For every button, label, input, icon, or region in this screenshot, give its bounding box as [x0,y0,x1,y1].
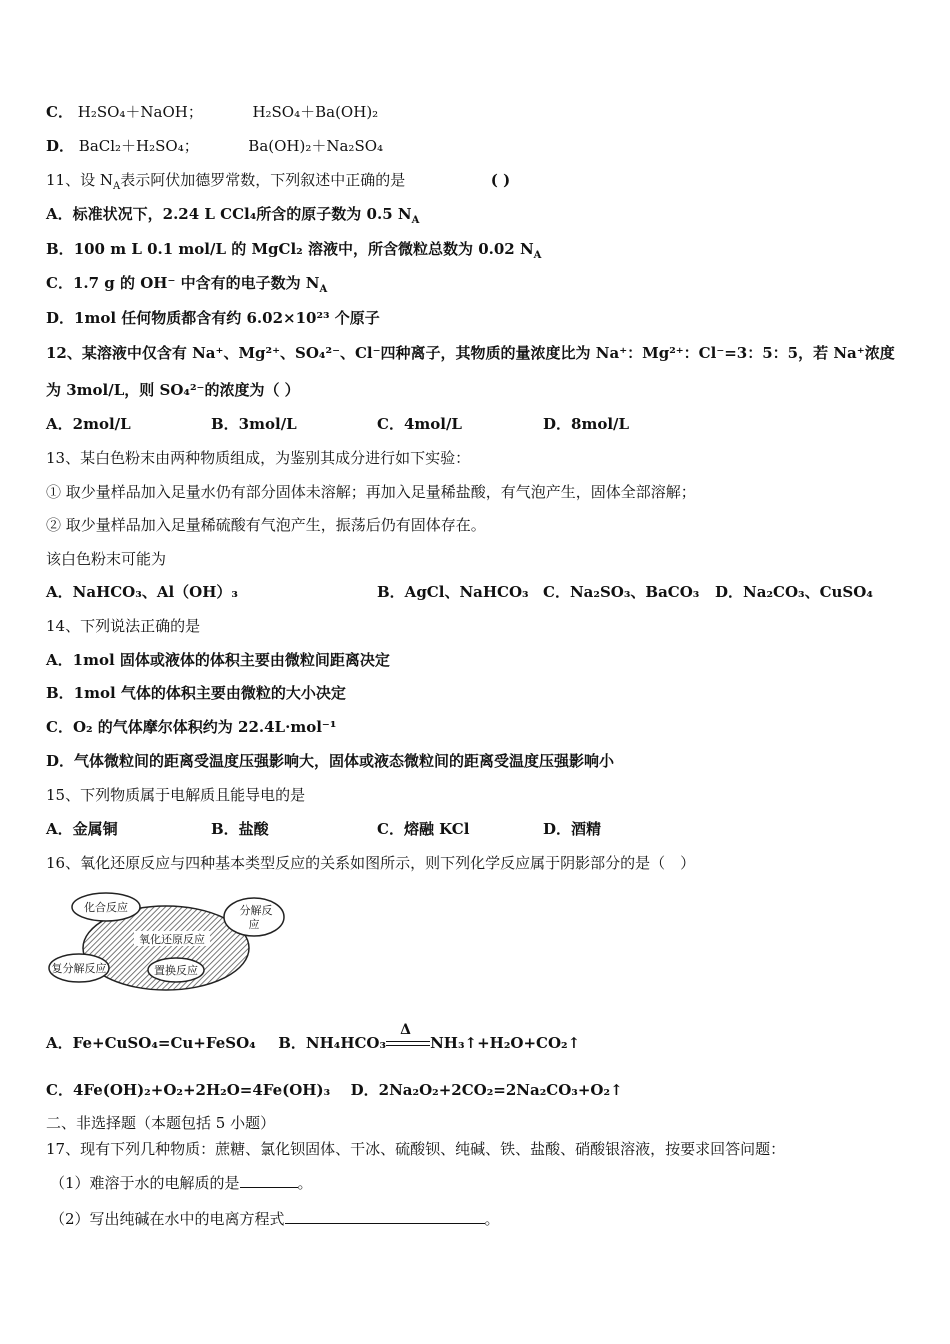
q16-stem: 16、氧化还原反应与四种基本类型反应的关系如图所示，则下列化学反应属于阴影部分的是（ ） [46,854,696,872]
q13-step2: ② 取少量样品加入足量稀硫酸有气泡产生，振荡后仍有固体存在。 [46,516,486,534]
q15-stem: 15、下列物质属于电解质且能导电的是 [46,786,306,804]
q11-stem-sub: A [112,181,121,192]
label-double-displacement: 复分解反应 [51,962,107,975]
q11-b-label: B． [46,240,74,258]
q10-d-label: D． [46,137,75,155]
q11-c-sub: A [319,284,328,295]
q10-c-label: C． [46,103,73,121]
label-displacement: 置换反应 [154,964,198,977]
q14-option-b: B．1mol 气体的体积主要由微粒的大小决定 [46,684,346,702]
q10-option-c [46,102,378,122]
q11-b-sub: A [533,250,542,261]
label-combination: 化合反应 [84,901,128,914]
q11-stem [46,170,510,190]
q11-stem-b: 表示阿伏加德罗常数，下列叙述中正确的是 [120,171,406,189]
label-decomposition-1: 分解反 [239,904,273,917]
q16-option-a: A．Fe+CuSO₄=Cu+FeSO₄ [46,1034,256,1052]
q11-c-label: C． [46,274,73,292]
q17-p1-blank[interactable] [240,1173,298,1188]
q14-option-c: C．O₂ 的气体摩尔体积约为 22.4L·mol⁻¹ [46,718,337,736]
q14-option-a: A．1mol 固体或液体的体积主要由微粒间距离决定 [46,651,390,669]
q11-d-label: D． [46,309,75,327]
q12-option-b: B．3mol/L [211,415,297,433]
q10-option-d [46,136,383,156]
q17-p1-end: 。 [297,1174,313,1192]
q16-option-b-left: B．NH₄HCO₃ [278,1034,387,1052]
q13-step1: ① 取少量样品加入足量水仍有部分固体未溶解；再加入足量稀盐酸，有气泡产生，固体全部溶解； [46,483,696,501]
q13-option-c: C．Na₂SO₃、BaCO₃ [543,583,700,601]
q16-option-d: D．2Na₂O₂+2CO₂=2Na₂CO₃+O₂↑ [350,1081,623,1099]
q11-paren: ( ) [490,171,511,189]
q16-options-row2 [46,1080,623,1100]
q11-option-d [46,308,380,328]
q11-a-sub: A [411,215,420,226]
q12-option-c: C．4mol/L [377,415,462,433]
q11-option-c [46,273,327,293]
q13-option-d: D．Na₂CO₃、CuSO₄ [715,583,873,601]
q17-p1-text: （1）难溶于水的电解质的是 [50,1174,240,1192]
q15-option-d: D．酒精 [543,820,602,838]
q14-stem: 14、下列说法正确的是 [46,617,201,635]
q15-option-c: C．熔融 KCl [377,820,470,838]
q16-option-b-right: NH₃↑+H₂O+CO₂↑ [430,1034,581,1052]
q16-option-c: C．4Fe(OH)₂+O₂+2H₂O=4Fe(OH)₃ [46,1081,331,1099]
q15-option-b: B．盐酸 [211,820,269,838]
q13-question: 该白色粉末可能为 [46,550,167,568]
label-redox: 氧化还原反应 [139,933,205,946]
q13-stem: 13、某白色粉末由两种物质组成，为鉴别其成分进行如下实验： [46,449,471,467]
q11-option-a [46,204,419,224]
q12-option-d: D．8mol/L [543,415,630,433]
q12-stem-line1: 12、某溶液中仅含有 Na⁺、Mg²⁺、SO₄²⁻、Cl⁻四种离子，其物质的量浓度比为 Na⁺：Mg²⁺：Cl⁻=3：5：5，若 Na⁺浓度 [46,344,895,362]
q13-option-b: B．AgCl、NaHCO₃ [377,583,529,601]
q17-p2-text: （2）写出纯碱在水中的电离方程式 [50,1210,285,1228]
label-decomposition-2: 应 [248,918,260,931]
q11-c-text: 1.7 g 的 OH⁻ 中含有的电子数为 N [72,274,320,292]
q10-c-part2: H₂SO₄＋Ba(OH)₂ [252,103,379,121]
q12-option-a: A．2mol/L [46,415,131,433]
q10-d-part1: BaCl₂＋H₂SO₄； [78,137,199,155]
q16-options-row1 [46,1022,581,1053]
section2-title: 二、非选择题（本题包括 5 小题） [46,1114,276,1132]
q12-stem-line2: 为 3mol/L，则 SO₄²⁻的浓度为（ ） [46,381,300,399]
q11-b-text: 100 m L 0.1 mol/L 的 MgCl₂ 溶液中，所含微粒总数为 0.02 N [73,240,534,258]
delta-symbol: Δ [400,1022,411,1038]
q15-option-a: A．金属铜 [46,820,118,838]
reaction-venn-diagram [46,890,286,995]
q11-a-label: A． [46,205,73,223]
heating-arrow [386,1022,430,1052]
q10-d-part2: Ba(OH)₂＋Na₂SO₄ [248,137,384,155]
q11-option-b [46,239,541,259]
q17-p2-end: 。 [484,1210,500,1228]
q14-option-d: D．气体微粒间的距离受温度压强影响大，固体或液态微粒间的距离受温度压强影响小 [46,752,615,770]
q17-stem: 17、现有下列几种物质：蔗糖、氯化钡固体、干冰、硫酸钡、纯碱、铁、盐酸、硝酸银溶液，按要求回答问题： [46,1140,786,1158]
q10-c-part1: H₂SO₄＋NaOH； [77,103,203,121]
q17-part1 [50,1173,313,1193]
q17-part2 [50,1209,500,1229]
q11-a-text: 标准状况下，2.24 L CCl₄所含的原子数为 0.5 N [72,205,412,223]
q11-d-text: 1mol 任何物质都含有约 6.02×10²³ 个原子 [74,309,380,327]
q17-p2-blank[interactable] [285,1209,485,1224]
q11-stem-a: 11、设 N [46,171,113,189]
q13-option-a: A．NaHCO₃、Al（OH）₃ [46,583,238,601]
